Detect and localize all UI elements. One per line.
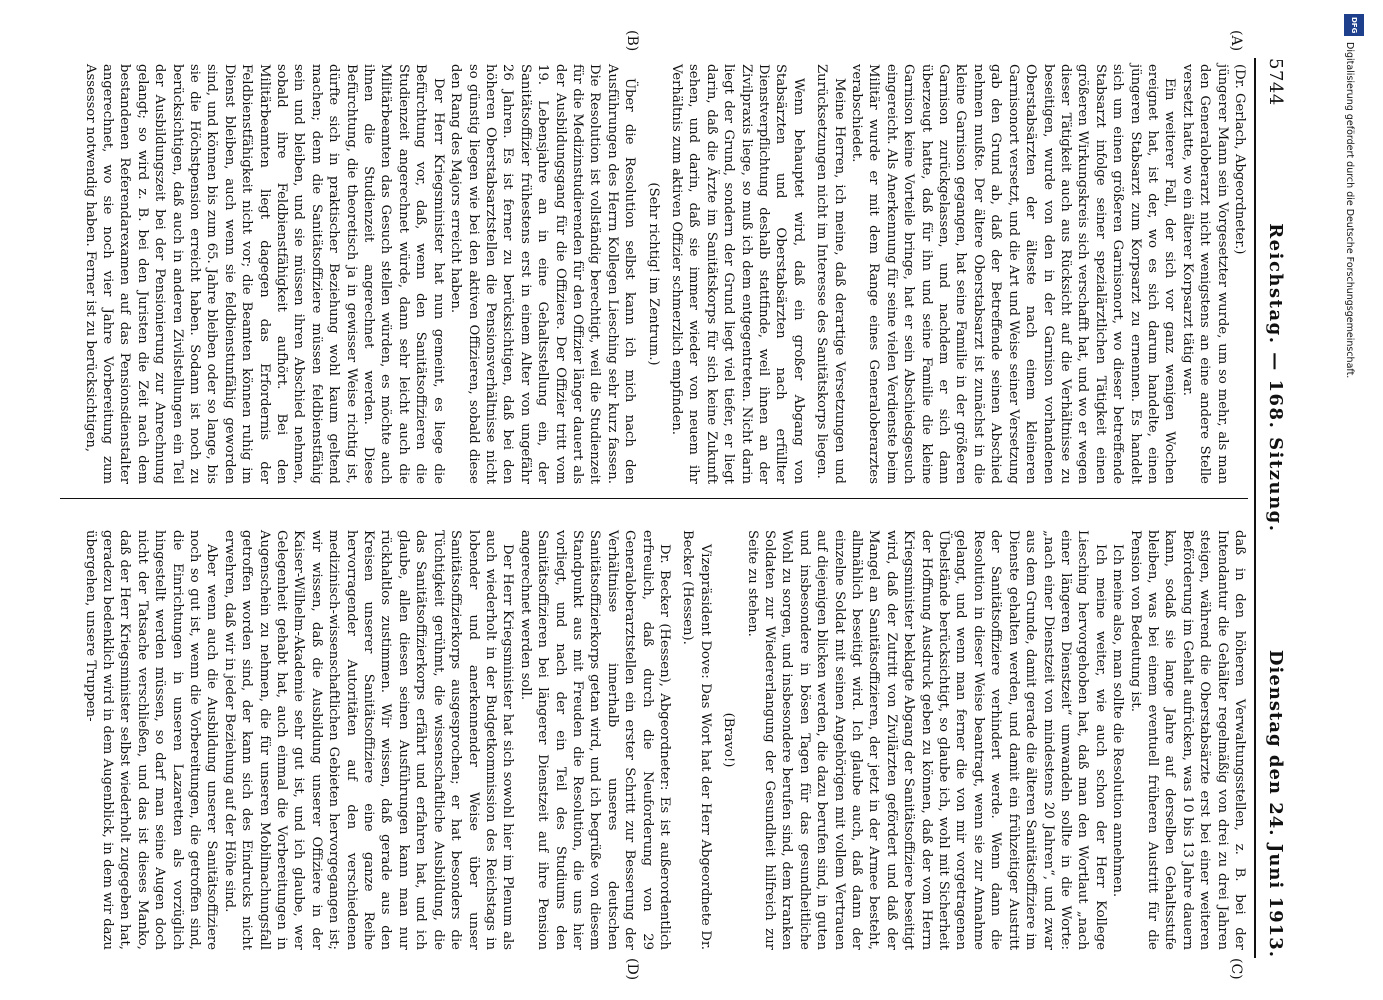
session-title: Reichstag. — 168. Sitzung. bbox=[1265, 223, 1286, 533]
paragraph: Der Herr Kriegsminister hat sich sowohl hier im Plenum als auch wiederholt in der Budgetkommission des Reichstags in lobender und anerkennender Weise über unser Sanitätsoffizierkorps ausgesprochen; er hat besonders die Tüchtigkeit gerühmt, die wissenschaftliche Ausbildung, die das Sanitätsoffizierkorps erfährt und erfahren hat, und ich glaube, allen diesen seinen Ausführungen kann man nur rückhaltlos zustimmen. Wir wissen, daß gerade aus den Kreisen unserer Sanitätsoffiziere eine ganze Reihe hervorragender Autoritäten auf den verschiedenen medizinisch-wissenschaftlichen Gebieten hervorgegangen ist; wir wissen, daß die Ausbildung unserer Offiziere in der Kaiser-Wilhelm-Akademie sehr gut ist, und ich glaube, wer Gelegenheit gehabt hat, auch einmal die Vorbereitungen in Augenschein zu nehmen, die für unseren Mobilmachungsfall getroffen worden sind, der kann sich des Eindrucks nicht erwehren, daß wir in jeder Beziehung auf der Höhe sind. bbox=[221, 530, 516, 950]
page-number: 5744 bbox=[1265, 58, 1286, 106]
margin-mark-a: (A) bbox=[1228, 30, 1244, 52]
paragraph: Ich meine also, man sollte die Resolution annehmen. bbox=[1110, 544, 1126, 898]
header-rule bbox=[1254, 58, 1256, 958]
digitization-credit: Digitalisierung gefördert durch die Deutsche Forschungsgemeinschaft. bbox=[1344, 42, 1355, 379]
paragraph: Aber wenn auch die Ausbildung unserer Sanitätsoffiziere noch so gut ist, wenn die Vorbereitungen, die getroffen sind, die Einrichtungen in unseren Lazaretten als vorzüglich hingestellt werden müssen, so darf man seine Augen doch nicht der Tatsache verschließen, und das ist dieses Manko, daß der Herr Kriegsminister selbst wiederholt zugegeben hat, geradezu bedenklich wird in dem Augenblick, in dem wir dazu übergehen, unsere Truppen- bbox=[82, 530, 220, 950]
margin-mark-d: (D) bbox=[624, 958, 640, 981]
paragraph: Meine Herren, ich meine, daß derartige Versetzungen und Zurücksetzungen nicht im Interesse des Sanitätskorps liegen. bbox=[814, 64, 847, 484]
interjection: (Sehr richtig! im Zentrum.) bbox=[645, 182, 661, 366]
paragraph: Der Herr Kriegsminister hat nun gemeint, es liege die Befürchtung vor, daß, wenn den Sanitätsoffizieren die Studienzeit angerechnet würde, dann sehr leicht auch die Militärbeamten das Gesuch stellen würden, es möchte auch ihnen die Studienzeit angerechnet werden. Diese Befürchtung, die theoretisch ja in gewisser Weise richtig ist, dürfte sich in praktischer Beziehung wohl kaum geltend machen; denn die Sanitätsoffiziere müssen feldbienstfähig sein und bleiben, und sie müssen ihren Abschied nehmen, sobald ihre Feldbienstfähigkeit aufhört. Bei den Militärbeamten liegt dagegen das Erfordernis der Feldbienstfähigkeit nicht vor; die Beamten können ruhig im Dienst bleiben, auch wenn sie feldbienstunfähig geworden sind, und können bis zum 65. Jahre bleiben oder so lange, bis sie die Höchstpension erreicht haben. Sodann ist noch zu berücksichtigen, daß auch in anderen Zivilstellungen ein Teil der Ausbildungszeit bei der Pensionierung zur Anrechnung gelangt; so wird z. B. bei den Juristen die Zeit nach dem bestandenen Referendarexamen auf das Pensionsdienstalter angerechnet, wo sie noch vier Jahre Vorbereitung zum Assessor notwendig haben. Ferner ist zu berücksichtigen, bbox=[82, 64, 446, 484]
paragraph: Dr. Becker (Hessen), Abgeordneter: Es ist außerordentlich erfreulich, daß durch die Neuforderung von 29 Generaloberarztstellen ein erster Schritt zur Besserung der Verhältnisse innerhalb unseres deutschen Sanitätsoffizierkorps getan wird, und ich begrüße von diesem Standpunkt aus mit Freuden die Resolution, die uns hier vorliegt, und nach der ein Teil des Studiums den Sanitätsoffizieren bei längerer Dienstzeit auf ihre Pension angerechnet werden soll. bbox=[517, 530, 672, 950]
speaker-note: (Dr. Gerlach, Abgeordneter.) bbox=[1232, 64, 1247, 255]
paragraph: jüngerer Mann sein Vorgesetzter wurde, um so mehr, als man den Generaloberarzt nicht wenigstens an eine andere Stelle versetzt hatte, wo ein älterer Korpsarzt tätig war. bbox=[1179, 64, 1230, 484]
paragraph: Ich meine weiter, wie auch schon der Herr Kollege Liesching hervorgehoben hat, daß man den Wortlaut „nach einer längeren Dienstzeit“ umwandeln sollte in die Worte: „nach einer Dienstzeit von mindestens 20 Jahren“, und zwar aus dem Grunde, damit gerade die älteren Sanitätsoffiziere im Dienste gehalten werden, und damit ein frühzeitiger Austritt der Sanitätsoffiziere verhindert werde. Wenn dann die Resolution in dieser Weise beantragt, wenn sie zur Annahme gelangt, und wenn man ferner die von mir vorgetragenen Übelstände berücksichtigt, so glaube ich, wohl mit Sicherheit der Hoffnung Ausdruck geben zu können, daß der vom Herrn Kriegsminister beklagte Abgang der Sanitätsoffiziere beseitigt wird, daß der Zutritt von Zivilärzten gefördert und daß der Mangel an Sanitätsoffizieren, der jetzt in der Armee besteht, allmählich beseitigt wird. Ich glaube auch, daß dann der einzelne Soldat mit seinen Angehörigen mit vollem Vertrauen auf diejenigen blicken werden, die dazu berufen sind, in guten und insbesondere in bösen Tagen für das gesundheitliche Wohl zu sorgen, und insbesondere berufen sind, dem kranken Soldaten zur Wiedererlangung der Gesundheit hilfreich zur Seite zu stehen. bbox=[744, 530, 1108, 950]
margin-mark-b: (B) bbox=[624, 30, 640, 52]
applause: (Bravo!) bbox=[721, 712, 737, 768]
paragraph: Wenn behauptet wird, daß ein großer Abgang von Stabsärzten und Oberstabsärzten nach erfüllter Dienstverpflichtung deshalb stattfinde, weil ihnen an der Zivilpraxis liege, so muß ich dem entgegentreten. Nicht darin liegt der Grund, sondern der Grund liegt viel tiefer, er liegt darin, daß die Ärzte im Sanitätskorps für sich keine Zukunft sehen, und darin, daß sie immer wieder von neuem ihr Verhältnis zum aktiven Offizier schmerzlich empfinden. bbox=[669, 64, 806, 484]
right-column bbox=[81, 530, 1248, 950]
column-divider bbox=[60, 498, 1248, 499]
dfg-logo: DFG bbox=[1344, 14, 1364, 36]
paragraph: daß in den höheren Verwaltungsstellen, z. B. bei der Intendantur die Gehälter regelmäßig von drei zu drei Jahren steigen, während die Oberstabsärzte erst bei einer weiteren Beförderung im Gehalt aufrücken, was 10 bis 13 Jahre dauern kann, sodaß sie lange Jahre auf derselben Gehaltsstufe bleiben, was bei einem eventuell früheren Austritt für die Pension von Bedeutung ist. bbox=[1127, 530, 1247, 950]
paragraph: Ein weiterer Fall, der sich vor ganz wenigen Wochen ereignet hat, ist der, wo es sich darum handelte, einen jüngeren Stabsarzt zum Korpsarzt zu ernennen. Es handelt sich um einen größeren Garnisonort, wo dieser betreffende Stabsarzt infolge seiner spezialärztlichen Tätigkeit einen größeren Wirkungskreis sich verschafft hat, und wo er wegen dieser Tätigkeit auch aus Rücksicht auf die Verhältnisse zu beseitigen, wurde von den in der Garnison vorhandenen Oberstabsärzten der älteste nach einem kleineren Garnisonort versetzt, und die Art und Weise seiner Versetzung gab den Grund ab, daß der Betreffende seinen Abschied nehmen mußte. Der ältere Oberstabsarzt ist zunächst in die kleine Garnison gegangen, hat seine Familie in der größeren Garnison zurückgelassen, und nachdem er sich dann überzeugt hatte, daß für ihn und seine Familie die kleine Garnison keine Vorteile bringe, hat er sein Abschiedsgesuch eingereicht. Als Anerkennung für seine vielen Verdienste beim Militär wurde er mit dem Range eines Generaloberarztes verabschiedet. bbox=[849, 64, 1178, 484]
chair-announcement: Vizepräsident Dove: Das Wort hat der Herr Abgeordnete Dr. Becker (Hessen). bbox=[680, 530, 713, 950]
margin-mark-c: (C) bbox=[1228, 958, 1244, 980]
digitization-stamp bbox=[1340, 8, 1370, 988]
page-header bbox=[1262, 58, 1286, 958]
paragraph: Über die Resolution selbst kann ich mich nach den Ausführungen des Herrn Kollegen Liesching sehr kurz fassen. Die Resolution ist vollständig berechtigt, weil die Studienzeit für die Medizinstudierenden für den Offizier länger dauert als der Ausbildungsgang für die Offiziere. Der Offizier tritt vom 19. Lebensjahre an in eine Gehaltsstellung ein, der Sanitätsoffizier frühestens erst in einem Alter von ungefähr 26 Jahren. Es ist ferner zu berücksichtigen, daß bei den höheren Oberstabsarztstellen die Pensionsverhältnisse nicht so günstig liegen wie bei den aktiven Offizieren, sobald diese den Rang des Majors erreicht haben. bbox=[448, 64, 638, 484]
left-column bbox=[81, 64, 1248, 484]
session-date: Dienstag den 24. Juni 1913. bbox=[1265, 649, 1286, 958]
